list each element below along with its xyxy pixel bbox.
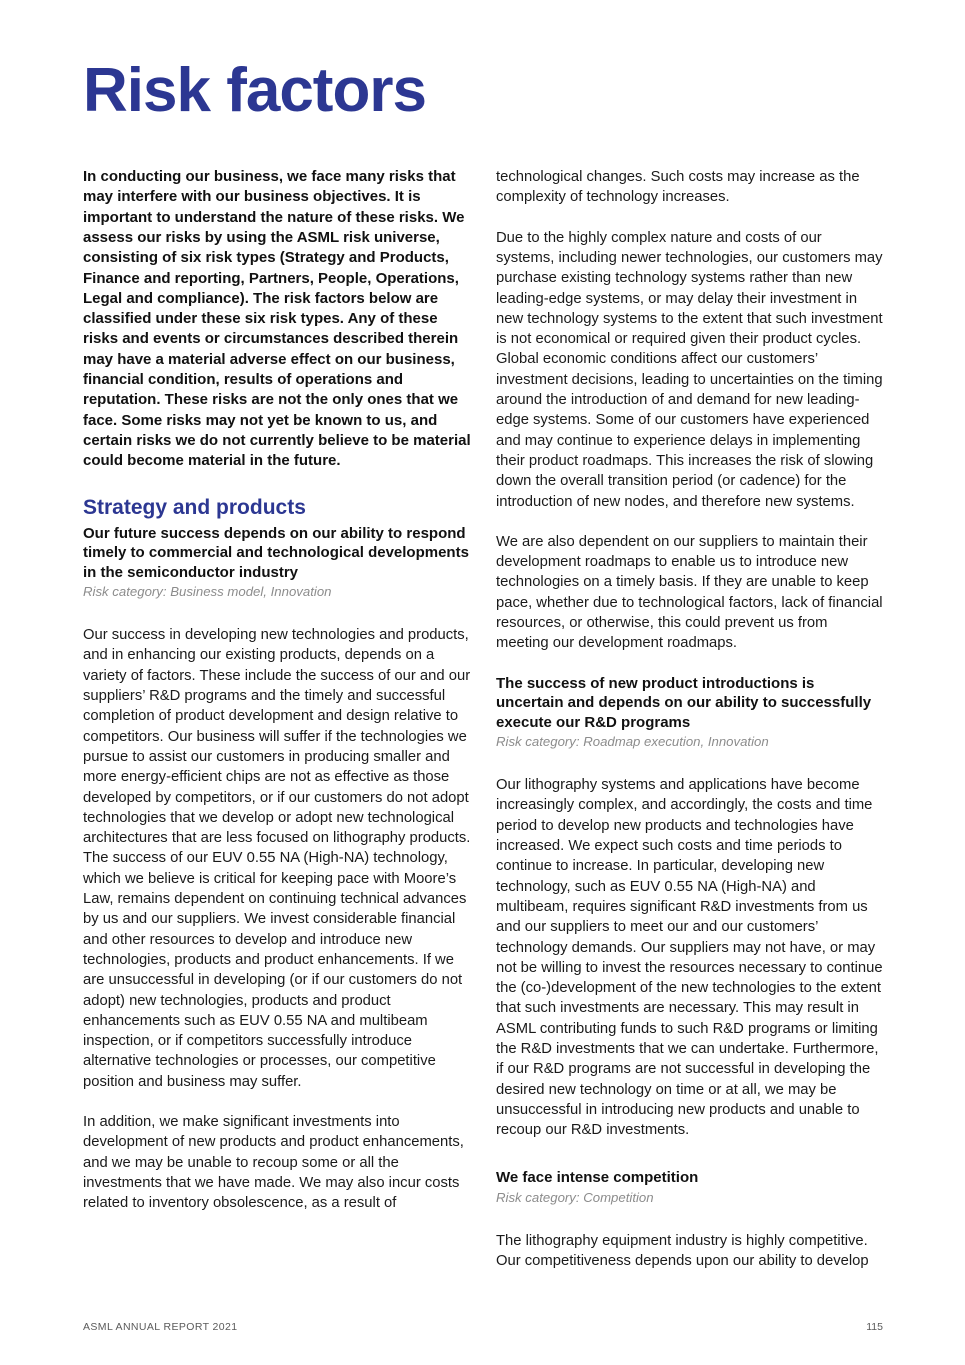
intro-paragraph: In conducting our business, we face many risks that may interfere with our business objectives. It is important to understand the nature of these risks. We assess our risks by using the ASML risk universe, consisting of six risk types (Strategy and Products, Finance and reporting, Partners, People, Operations, Legal and compliance). The risk factors below are classified under these six risk types. Any of these risks and events or circumstances described therein may have a material adverse effect on our business, financial condition, results of operations and reputation. These risks are not the only ones that we face. Some risks may not yet be known to us, and certain risks we do not currently believe to be material could become material in the future. <box>83 168 471 470</box>
section-heading-strategy-and-products: Strategy and products <box>83 495 306 519</box>
body-paragraph: The lithography equipment industry is highly competitive. Our competitiveness depends upon our ability to develop <box>496 1232 869 1270</box>
footer-page-number: 115 <box>866 1321 883 1333</box>
page-footer <box>83 1321 883 1333</box>
risk-category-business-model: Risk category: Business model, Innovation <box>83 584 332 600</box>
body-paragraph: technological changes. Such costs may increase as the complexity of technology increases. <box>496 169 860 206</box>
body-paragraph: We are also dependent on our suppliers to maintain their development roadmaps to enable us to introduce new technologies on a timely basis. If they are unable to keep pace, whether due to technological factors, lack of financial resources, or otherwise, this could prevent us from meeting our development roadmaps. <box>496 533 883 652</box>
risk-category-roadmap-execution: Risk category: Roadmap execution, Innovation <box>496 734 769 750</box>
risk-subheading-future-success: Our future success depends on our ability to respond timely to commercial and technological developments in the semiconductor industry <box>83 524 469 581</box>
right-column <box>496 167 884 1291</box>
risk-subheading-intense-competition: We face intense competition <box>496 1169 699 1187</box>
footer-report-name: ASML ANNUAL REPORT 2021 <box>83 1321 238 1333</box>
body-paragraph: Due to the highly complex nature and costs of our systems, including newer technologies, our customers may purchase existing technology systems rather than new leading-edge systems, or may delay their investment in new technology systems to the extent that such investment is not economical or required given their product cycles. Global economic conditions affect our customers’ investment decisions, leading to uncertainties on the timing around the introduction of and demand for new leading-edge systems. Some of our customers have experienced and may continue to experience delays in implementing their product roadmaps. This increases the risk of slowing down the overall transition period (or cadence) for the introduction of new nodes, and therefore new systems. <box>496 229 883 510</box>
page-title: Risk factors <box>83 56 426 125</box>
body-paragraph: Our lithography systems and applications have become increasingly complex, and accordingly, the costs and time period to develop new products and technologies have increased. We expect such costs and time periods to continue to increase. In particular, developing new technology, such as EUV 0.55 NA (High-NA) and multibeam, requires significant R&D investments from us and our suppliers to meet our and our customers’ technology demands. Our suppliers may not have, or may not be willing to invest the resources necessary to continue the (co-)development of the new technologies to the extent that such investments are necessary. This may result in ASML contributing funds to such R&D programs or limiting the R&D investments that we can undertake. Furthermore, if our R&D programs are not successful in developing the desired new technology on time or at all, we may be unsuccessful in introducing new products and unable to recoup our R&D investments. <box>496 777 883 1139</box>
two-column-layout <box>83 167 883 1291</box>
risk-subheading-new-product-introductions: The success of new product introductions is uncertain and depends on our ability to successfully execute our R&D programs <box>496 674 872 731</box>
left-column <box>83 167 471 1291</box>
body-paragraph: In addition, we make significant investments into development of new products and product enhancements, and we may be unable to recoup some or all the investments that we have made. We may also incur costs related to inventory obsolescence, as a result of <box>83 1114 464 1212</box>
body-paragraph: Our success in developing new technologies and products, and in enhancing our existing products, depends on a variety of factors. These include the success of our and our suppliers’ R&D programs and the timely and successful completion of product development and design relative to competitors. Our business will suffer if the technologies we pursue to assist our customers in producing smaller and more energy-efficient chips are not as effective as those developed by competitors, or if our customers do not adopt technologies that we develop or adopt new technological architectures that are less focused on lithography products. The success of our EUV 0.55 NA (High-NA) technology, which we believe is critical for keeping pace with Moore’s Law, remains dependent on continuing technical advances by us and our suppliers. We invest considerable financial and other resources to develop and introduce new technologies, products and product enhancements. If we are unsuccessful in developing (or if our customers do not adopt) new technologies, products and product enhancements such as EUV 0.55 NA and multibeam inspection, or if competitors successfully introduce alternative technologies or processes, our competitive position and business may suffer. <box>83 627 471 1090</box>
risk-category-competition: Risk category: Competition <box>496 1189 654 1205</box>
